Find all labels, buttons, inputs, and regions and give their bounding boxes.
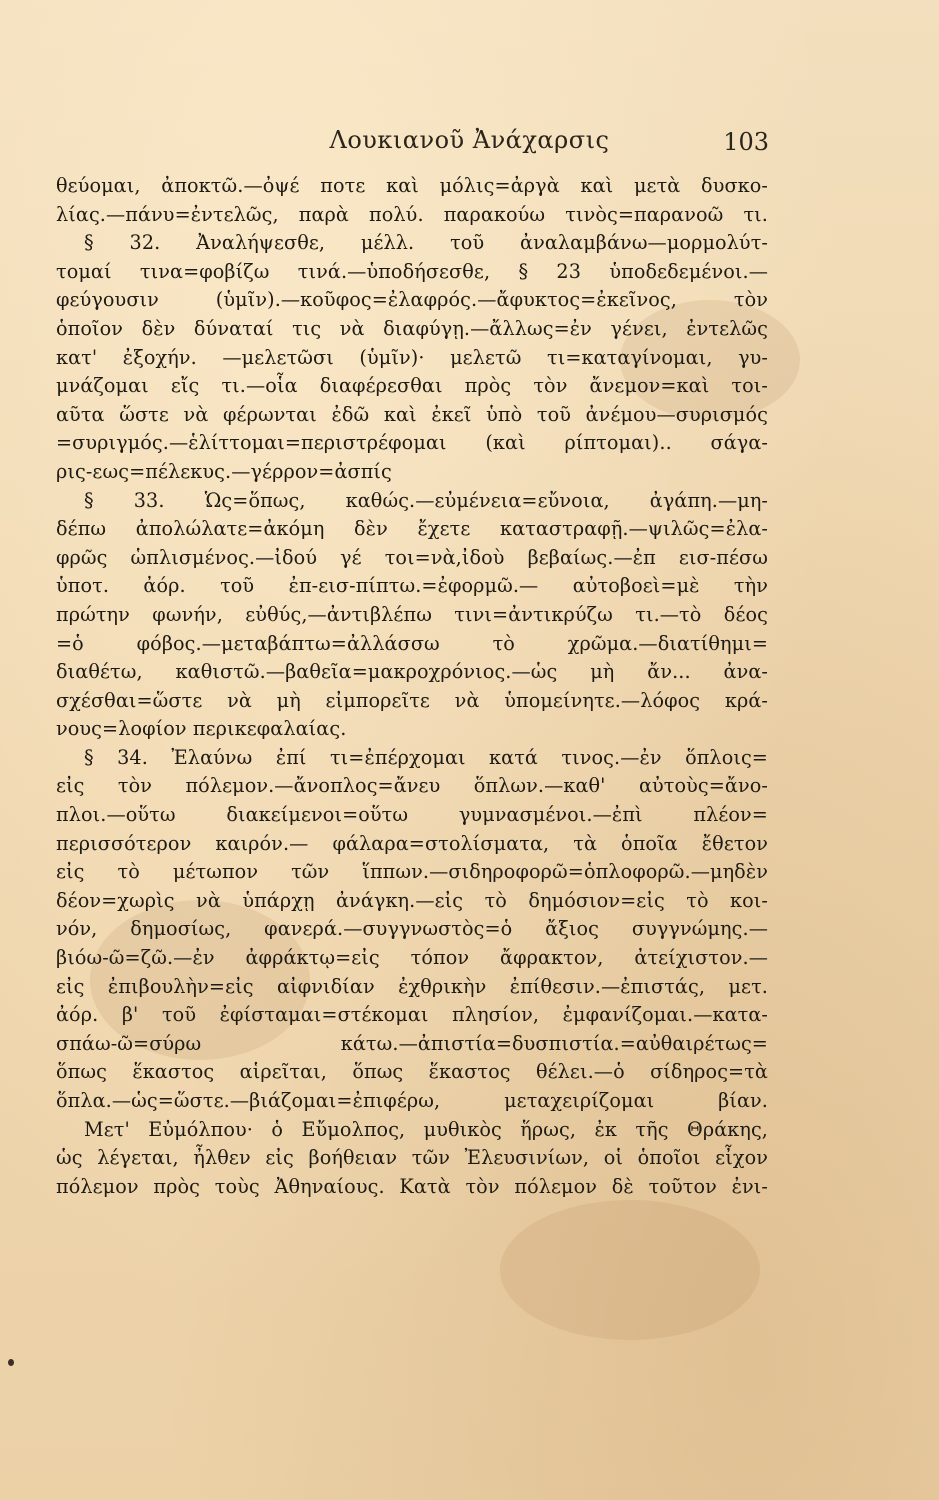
section-34-start: § 34. Ἐλαύνω ἐπί τι=ἐπέρχομαι κατά τινος.—ἐν ὅπλοις= bbox=[84, 745, 768, 769]
text-line: βιόω-ῶ=ζῶ.—ἐν ἀφράκτῳ=εἰς τόπον ἄφρακτον, ἀτείχιστον.— bbox=[56, 946, 768, 970]
text-line: φρῶς ὡπλισμένος.—ἰδού γέ τοι=νὰ,ἰδοὺ βεβαίως.—ἐπ εισ-πέσω bbox=[56, 545, 768, 569]
text-line: ὡς λέγεται, ἦλθεν εἰς βοήθειαν τῶν Ἐλευσινίων, οἱ ὁποῖοι εἶχον bbox=[56, 1146, 768, 1170]
text-line: μνάζομαι εἴς τι.—οἷα διαφέρεσθαι πρὸς τὸν ἄνεμον=καὶ τοι- bbox=[56, 374, 768, 398]
running-head: Λουκιανοῦ Ἀνάχαρσις bbox=[329, 126, 610, 154]
text-line: νόν, δημοσίως, φανερά.—συγγνωστὸς=ὁ ἄξιος συγγνώμης.— bbox=[56, 917, 768, 941]
paragraph-eumolpus-start: Μετ' Εὐμόλπου· ὁ Εὔμολπος, μυθικὸς ἥρως, ἐκ τῆς Θράκης, bbox=[84, 1117, 768, 1141]
text-line: ὑποτ. ἀόρ. τοῦ ἐπ-εισ-πίπτω.=ἐφορμῶ.— αὐτοβοεὶ=μὲ τὴν bbox=[56, 574, 768, 598]
text-line: δέπω ἀπολώλατε=ἀκόμη δὲν ἔχετε καταστραφῇ.—ψιλῶς=ἐλα- bbox=[56, 517, 768, 541]
text-line: αῦτα ὥστε νὰ φέρωνται ἐδῶ καὶ ἐκεῖ ὑπὸ τοῦ ἀνέμου—συρισμός bbox=[56, 402, 768, 426]
text-line: σπάω-ῶ=σύρω κάτω.—ἀπιστία=δυσπιστία.=αὐθαιρέτως= bbox=[56, 1031, 768, 1055]
text-line: εἰς τὸν πόλεμον.—ἄνοπλος=ἄνευ ὅπλων.—καθ' αὐτοὺς=ἄνο- bbox=[56, 774, 768, 798]
text-line: θεύομαι, ἀποκτῶ.—ὀψέ ποτε καὶ μόλις=ἀργὰ καὶ μετὰ δυσκο- bbox=[56, 174, 768, 197]
text-line: =συριγμός.—ἑλίττομαι=περιστρέφομαι (καὶ ρίπτομαι).. σάγα- bbox=[56, 431, 768, 455]
text-line: λίας.—πάνυ=ἐντελῶς, παρὰ πολύ. παρακούω τινὸς=παρανοῶ τι. bbox=[56, 202, 768, 226]
text-line: κατ' ἐξοχήν. —μελετῶσι (ὑμῖν)· μελετῶ τι=καταγίνομαι, γυ- bbox=[56, 345, 768, 369]
text-line: ὁποῖον δὲν δύναταί τις νὰ διαφύγῃ.—ἄλλως=ἐν γένει, ἐντελῶς bbox=[56, 316, 768, 340]
text-line: πλοι.—οὕτω διακείμενοι=οὕτω γυμνασμένοι.—ἐπὶ πλέον= bbox=[56, 803, 768, 827]
section-32-start: § 32. Ἀναλήψεσθε, μέλλ. τοῦ ἀναλαμβάνω—μορμολύτ- bbox=[84, 231, 768, 255]
text-line: =ὁ φόβος.—μεταβάπτω=ἀλλάσσω τὸ χρῶμα.—διατίθημι= bbox=[56, 631, 768, 655]
text-line: διαθέτω, καθιστῶ.—βαθεῖα=μακροχρόνιος.—ὡς μὴ ἄν... ἀνα- bbox=[56, 660, 768, 684]
text-line: πόλεμον πρὸς τοὺς Ἀθηναίους. Κατὰ τὸν πόλεμον δὲ τοῦτον ἐνι- bbox=[56, 1174, 768, 1198]
text-line: ὅπλα.—ὡς=ὥστε.—βιάζομαι=ἐπιφέρω, μεταχειρίζομαι βίαν. bbox=[56, 1089, 768, 1112]
page-number: 103 bbox=[723, 128, 769, 156]
text-line: δέον=χωρὶς νὰ ὑπάρχῃ ἀνάγκη.—εἰς τὸ δημόσιον=εἰς τὸ κοι- bbox=[56, 888, 768, 912]
text-line: εἰς ἐπιβουλὴν=εἰς αἰφνιδίαν ἐχθρικὴν ἐπίθεσιν.—ἐπιστάς, μετ. bbox=[56, 974, 768, 998]
text-line: φεύγουσιν (ὑμῖν).—κοῦφος=ἐλαφρός.—ἄφυκτος=ἐκεῖνος, τὸν bbox=[56, 288, 768, 312]
text-line: σχέσθαι=ὥστε νὰ μὴ εἰμπορεῖτε νὰ ὑπομείνητε.—λόφος κρά- bbox=[56, 688, 768, 712]
text-line: πρώτην φωνήν, εὐθύς,—ἀντιβλέπω τινι=ἀντικρύζω τι.—τὸ δέος bbox=[56, 602, 768, 626]
text-line: ρις-εως=πέλεκυς.—γέρρον=ἀσπίς bbox=[56, 459, 392, 483]
text-line: ὅπως ἕκαστος αἱρεῖται, ὅπως ἕκαστος θέλει.—ὁ σίδηρος=τὰ bbox=[56, 1060, 768, 1084]
text-line: νους=λοφίον περικεφαλαίας. bbox=[56, 717, 347, 741]
text-line: τομαί τινα=φοβίζω τινά.—ὑποδήσεσθε, § 23 ὑποδεδεμένοι.— bbox=[56, 259, 768, 283]
section-33-start: § 33. Ὡς=ὅπως, καθώς.—εὐμένεια=εὔνοια, ἀγάπη.—μη- bbox=[84, 488, 768, 512]
commentary-text bbox=[56, 172, 768, 1201]
page-header bbox=[0, 126, 939, 166]
text-line: εἰς τὸ μέτωπον τῶν ἵππων.—σιδηροφορῶ=ὁπλοφορῶ.—μηδὲν bbox=[56, 860, 768, 884]
margin-ink-dot bbox=[8, 1359, 14, 1366]
paper-stain bbox=[500, 1200, 760, 1340]
text-line: περισσότερον καιρόν.— φάλαρα=στολίσματα, τὰ ὁποῖα ἔθετον bbox=[56, 831, 768, 855]
text-line: ἀόρ. β' τοῦ ἐφίσταμαι=στέκομαι πλησίον, ἐμφανίζομαι.—κατα- bbox=[56, 1003, 768, 1027]
